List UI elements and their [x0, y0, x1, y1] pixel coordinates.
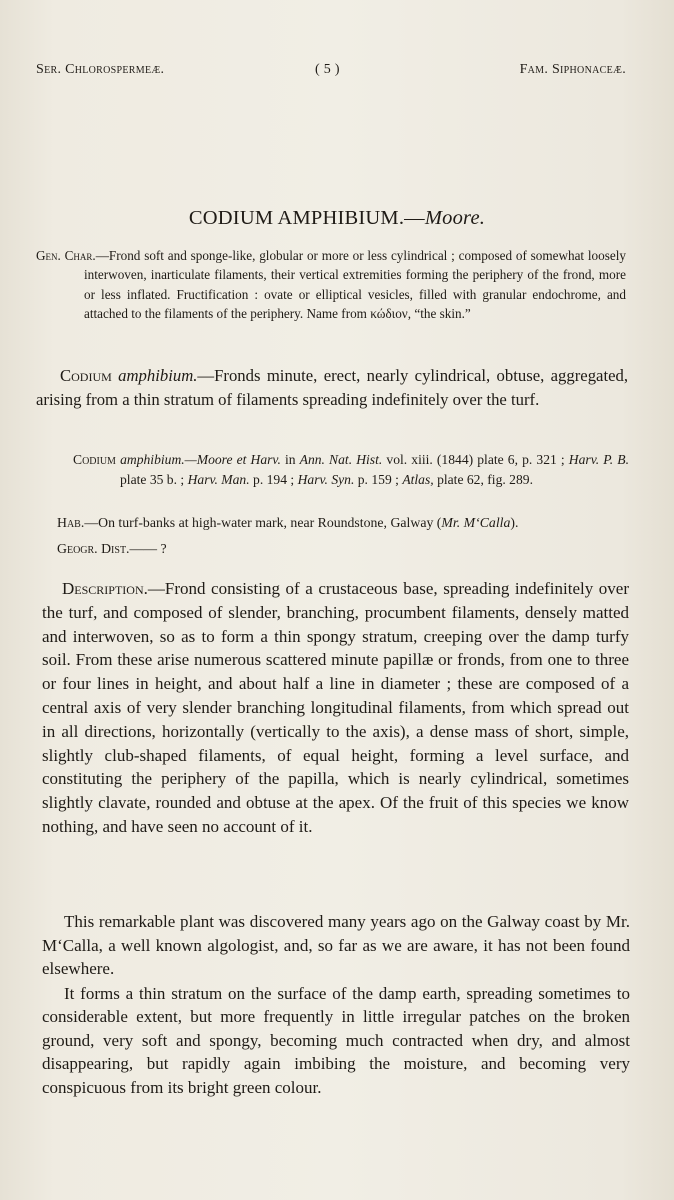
running-head: [36, 62, 626, 82]
title-name: CODIUM AMPHIBIUM.—: [188, 207, 425, 229]
species-diagnosis: [36, 364, 628, 411]
geographic-distribution: [57, 539, 627, 559]
series-heading: Ser. Chlorospermeæ.: [36, 62, 165, 77]
paragraph-discovery: This remarkable plant was discovered many years ago on the Galway coast by Mr. M‘Calla, a well known algologist, and, so far as we are aware, it has not been found elsewhere.: [42, 912, 630, 979]
syn-epithet: amphibium.: [120, 452, 185, 467]
syn-ref2-rest: plate 35 b. ;: [120, 471, 188, 487]
body-paragraph: [42, 910, 630, 981]
hab-label: Hab.: [57, 515, 85, 530]
gen-char-text: —Frond soft and sponge-like, globular or more or less cylindrical ; composed of somewhat loosely interwoven, inarticulate filaments, their vertical extremities forming the periphery of the frond, more or less inflated. Fructification : ovate or elliptical vesicles, filled with granular endochrome, and attached to the filaments of the periphery. Name from κώδιον, “the skin.”: [84, 248, 626, 321]
hab-text: —On turf-banks at high-water mark, near Roundstone, Galway (: [84, 515, 442, 530]
description: [42, 577, 629, 839]
syn-ref4-rest: p. 159 ;: [354, 471, 403, 487]
family-heading: Fam. Siphonaceæ.: [519, 62, 626, 77]
page-number: ( 5 ): [315, 62, 340, 77]
syn-genus: Codium: [73, 452, 116, 467]
hab-close: ).: [510, 515, 519, 530]
paragraph-habit: It forms a thin stratum on the surface of the damp earth, spreading sometimes to considerable extent, but more frequently in little irregular patches on the broken ground, very soft and spongy, becoming much contracted when dry, and almost disappearing, but rapidly again imbibing the moisture, and becoming very conspicuous from its bright green colour.: [42, 984, 630, 1097]
synonymy: [73, 450, 629, 490]
syn-ref4-title: Harv. Syn.: [297, 471, 355, 487]
species-epithet: amphibium.: [118, 366, 198, 385]
description-text: —Frond consisting of a crustaceous base, spreading indefinitely over the turf, and composed of slender, branching, procumbent filaments, densely matted and interwoven, so as to form a thin spongy stratum, creeping over the damp turfy soil. From these arise numerous scattered minute papillæ or fronds, from one to three or four lines in height, and about half a line in diameter ; these are composed of a central axis of very slender branching longitudinal filaments, from which spread out in all directions, horizontally (vertically to the axis), a dense mass of short, simple, slightly club-shaped filaments, of equal height, forming a level surface, and constituting the periphery of the papilla, which is nearly cylindrical, sometimes slightly clavate, rounded and obtuse at the apex. Of the fruit of this species we know nothing, and have seen no account of it.: [42, 579, 629, 836]
hab-collector: Mr. M‘Calla: [441, 515, 511, 530]
habitat: [57, 513, 627, 533]
genus-character: [36, 246, 626, 323]
syn-ref5-title: Atlas,: [402, 471, 434, 487]
body-paragraph: [42, 982, 630, 1099]
species-text: —Fronds minute, erect, nearly cylindrical, obtuse, aggregated, arising from a thin stratum of filaments spreading indefinitely over the turf.: [36, 366, 629, 409]
species-genus: Codium: [60, 366, 112, 385]
gen-char-label: Gen. Char.: [36, 248, 96, 263]
geogr-text: —— ?: [129, 541, 167, 556]
syn-ref1-pre: in: [280, 452, 300, 467]
syn-ref5-rest: plate 62, fig. 289.: [433, 471, 533, 487]
syn-ref1-authors: —Moore et Harv.: [184, 452, 281, 467]
syn-ref3-rest: p. 194 ;: [249, 471, 298, 487]
geogr-label: Geogr. Dist.: [57, 541, 130, 556]
syn-ref3-title: Harv. Man.: [187, 471, 250, 487]
syn-ref2-title: Harv. P. B.: [568, 452, 629, 467]
title-author: Moore.: [424, 207, 486, 229]
species-title: [0, 207, 674, 230]
syn-ref1-rest: vol. xiii. (1844) plate 6, p. 321 ;: [382, 452, 569, 467]
syn-ref1-journal: Ann. Nat. Hist.: [299, 452, 383, 467]
description-label: Description.: [62, 579, 148, 598]
